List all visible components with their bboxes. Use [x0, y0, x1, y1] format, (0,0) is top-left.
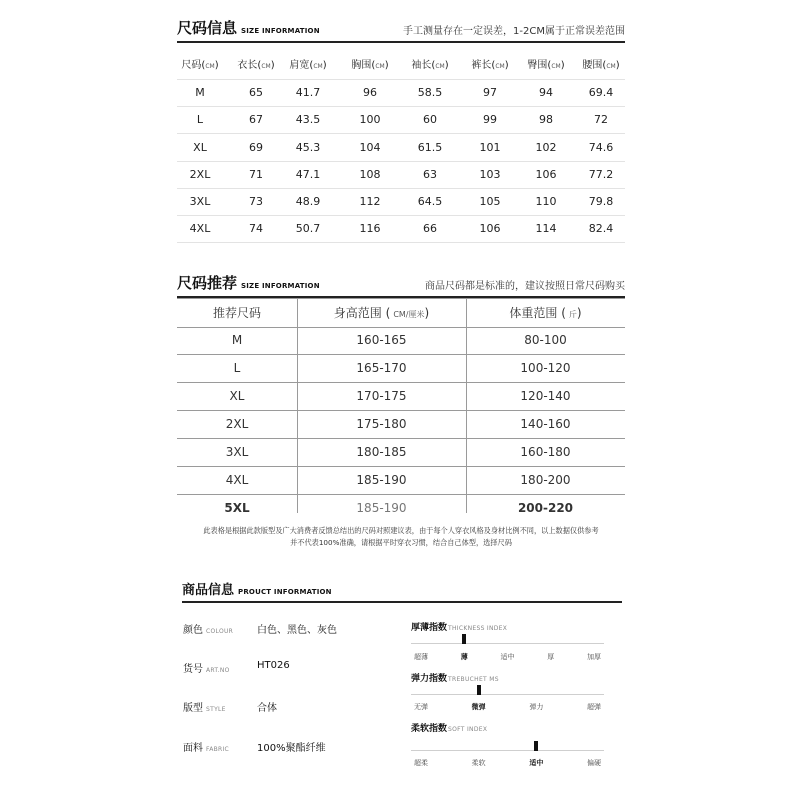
- column-header-unit: 斤: [568, 310, 577, 319]
- column-header-label: 衣长: [237, 60, 258, 71]
- table-cell: 120-140: [520, 389, 571, 403]
- table-cell: M: [195, 86, 205, 100]
- table-cell: 116: [359, 222, 381, 236]
- column-header-label: 身高范围: [333, 306, 382, 320]
- field-label-en: STYLE: [206, 706, 226, 713]
- table-cell: L: [233, 361, 241, 375]
- table-cell: 170-175: [356, 389, 407, 403]
- column-header-label: 裤长: [471, 60, 492, 71]
- index-scale-label: 超柔: [414, 759, 428, 767]
- table-cell: 82.4: [588, 222, 614, 236]
- column-header-unit: CM: [606, 63, 616, 70]
- table-cell: 103: [479, 167, 501, 181]
- column-header-label: 推荐尺码: [212, 306, 261, 320]
- column-header: 袖长(CM): [411, 60, 449, 71]
- table-cell: 110: [535, 195, 557, 208]
- table-cell: 180-200: [520, 473, 571, 487]
- index-marker-icon: [477, 685, 481, 695]
- product-field-label: [183, 660, 230, 675]
- table-cell: 100-120: [520, 361, 571, 375]
- index-scale-label: 偏硬: [587, 759, 601, 767]
- size-info-note: 手工测量存在一定误差，1-2CM属于正常误差范围: [403, 26, 625, 37]
- column-header: 裤长(CM): [471, 60, 509, 71]
- size-recommend-header-row: [177, 298, 625, 328]
- column-header-unit: CM: [495, 63, 505, 70]
- size-recommend-header: [177, 270, 625, 298]
- disclaimer-line-2: 并不代表100%准确，请根据平时穿衣习惯，结合自己体型，选择尺码: [290, 538, 512, 547]
- table-cell: 47.1: [295, 167, 321, 181]
- column-header-unit: CM: [435, 63, 445, 70]
- index-title-en: TREBUCHET MS: [448, 676, 499, 683]
- table-cell: 63: [423, 167, 437, 181]
- table-cell: 5XL: [224, 501, 250, 515]
- table-divider: [466, 298, 467, 513]
- index-scale-line: [411, 694, 604, 695]
- product-info-subtitle: PROUCT INFORMATION: [238, 588, 332, 596]
- table-cell: 112: [359, 195, 381, 208]
- table-cell: 101: [479, 140, 501, 154]
- table-cell: M: [231, 333, 243, 347]
- field-label-cn: 货号: [183, 664, 203, 675]
- table-cell: 48.9: [295, 195, 321, 208]
- table-cell: 65: [249, 86, 263, 100]
- index-scale-label: 微弹: [471, 703, 486, 711]
- table-cell: 71: [249, 167, 263, 181]
- index-scale-label: 弹力: [529, 703, 544, 711]
- field-label-cn: 面料: [183, 743, 203, 754]
- product-info-title-cn: 商品信息: [182, 583, 235, 598]
- index-title: [411, 620, 507, 633]
- table-cell: 2XL: [225, 417, 249, 431]
- table-cell: 160-180: [520, 445, 571, 459]
- table-cell: 140-160: [520, 417, 571, 431]
- table-row: [177, 466, 625, 495]
- field-label-en: ART.NO: [206, 667, 230, 674]
- column-header-label: 袖长: [411, 60, 432, 71]
- table-cell: 98: [539, 113, 553, 127]
- table-cell: 96: [363, 86, 377, 100]
- column-header: 身高范围 ( CM/厘米): [333, 306, 430, 320]
- product-info-title: [182, 579, 332, 598]
- table-cell: 77.2: [588, 167, 614, 181]
- size-info-header-row: [177, 52, 625, 80]
- table-cell: 102: [535, 140, 557, 154]
- index-title-cn: 弹力指数: [411, 674, 448, 684]
- field-label-cn: 版型: [183, 703, 203, 714]
- table-cell: 3XL: [189, 195, 211, 208]
- size-info-header: [177, 15, 625, 43]
- table-cell: 175-180: [356, 417, 407, 431]
- column-header-label: 肩宽: [289, 60, 310, 71]
- column-header-label: 尺码: [181, 60, 202, 71]
- table-cell: 67: [249, 113, 263, 127]
- field-label-en: FABRIC: [206, 746, 230, 753]
- table-row: [177, 106, 625, 134]
- table-row: [177, 494, 625, 522]
- table-cell: 69: [249, 140, 263, 154]
- index-scale-label: 薄: [460, 653, 468, 661]
- column-header-unit: CM: [205, 63, 215, 70]
- product-field-value: 合体: [257, 703, 277, 714]
- table-cell: 61.5: [417, 140, 443, 154]
- table-cell: 80-100: [524, 333, 567, 347]
- table-cell: 50.7: [295, 222, 321, 236]
- column-header: 体重范围 ( 斤): [509, 306, 582, 320]
- column-header-label: 臀围: [527, 60, 548, 71]
- column-header-unit: CM: [261, 63, 271, 70]
- table-row: [177, 354, 625, 383]
- product-field-value: 100%聚酯纤维: [257, 743, 326, 754]
- table-cell: 58.5: [417, 86, 443, 100]
- table-cell: 185-190: [356, 473, 407, 487]
- table-cell: 108: [359, 167, 381, 181]
- column-header-label: 体重范围: [509, 306, 558, 320]
- table-cell: 72: [594, 113, 608, 127]
- table-cell: 74.6: [588, 140, 614, 154]
- column-header: [177, 299, 297, 327]
- index-title-en: SOFT INDEX: [448, 726, 488, 733]
- table-cell: 4XL: [225, 473, 249, 487]
- size-recommend-title: [177, 272, 320, 293]
- table-cell: 160-165: [356, 333, 407, 347]
- column-header: 尺码(CM): [181, 60, 219, 71]
- index-scale-label: 无弹: [414, 703, 428, 711]
- table-cell: 114: [535, 222, 557, 236]
- table-cell: 69.4: [588, 86, 614, 100]
- table-row: [177, 188, 625, 216]
- table-cell: 43.5: [295, 113, 321, 127]
- field-label-cn: 颜色: [183, 625, 203, 636]
- index-scale-line: [411, 643, 604, 644]
- table-cell: L: [196, 113, 204, 127]
- table-cell: 106: [479, 222, 501, 236]
- product-field-value: 白色、黑色、灰色: [257, 625, 337, 636]
- table-cell: 180-185: [356, 445, 407, 459]
- table-row: [177, 134, 625, 162]
- index-scale-label: 柔软: [471, 759, 486, 767]
- table-cell: 100: [359, 113, 381, 127]
- table-cell: 4XL: [189, 222, 211, 236]
- table-row: [177, 215, 625, 243]
- table-cell: 64.5: [417, 195, 443, 208]
- table-cell: 97: [483, 86, 497, 100]
- index-scale-label: 超薄: [414, 653, 428, 661]
- table-cell: 185-190: [356, 501, 407, 515]
- column-header-label: 腰围: [582, 60, 603, 71]
- product-field-label: [183, 739, 229, 754]
- size-info-title-cn: 尺码信息: [177, 19, 238, 37]
- product-field-label: [183, 621, 233, 636]
- table-row: [177, 438, 625, 467]
- product-field-value: HT026: [257, 660, 290, 671]
- table-row: [177, 382, 625, 411]
- disclaimer-line-1: 此表格是根据此款版型及广大消费者反馈总结出的尺码对照建议表，由于每个人穿衣风格及身材比例不同，以上数据仅供参考: [203, 526, 599, 535]
- index-title: [411, 721, 487, 734]
- table-cell: 73: [249, 195, 263, 208]
- column-header-unit: CM/厘米: [393, 310, 425, 319]
- table-cell: 105: [479, 195, 501, 208]
- table-row: [177, 326, 625, 355]
- column-header: 腰围(CM): [582, 60, 620, 71]
- column-header: 衣长(CM): [237, 60, 275, 71]
- table-cell: 104: [359, 140, 381, 154]
- table-cell: 200-220: [517, 501, 574, 515]
- field-label-en: COLOUR: [206, 628, 234, 635]
- column-header: 胸围(CM): [351, 60, 389, 71]
- table-divider: [297, 298, 298, 513]
- index-title: [411, 671, 499, 684]
- index-title-cn: 柔软指数: [411, 724, 448, 734]
- size-info-subtitle: SIZE INFORMATION: [241, 27, 320, 35]
- table-row: [177, 410, 625, 439]
- column-header: 肩宽(CM): [289, 60, 327, 71]
- index-scale-label: 适中: [500, 653, 515, 661]
- index-marker-icon: [534, 741, 538, 751]
- table-cell: 60: [423, 113, 437, 127]
- column-header: 臀围(CM): [527, 60, 565, 71]
- table-cell: XL: [229, 389, 245, 403]
- size-recommend-subtitle: SIZE INFORMATION: [241, 282, 320, 290]
- index-scale-label: 厚: [547, 653, 555, 661]
- table-cell: 41.7: [295, 86, 321, 100]
- index-marker-icon: [462, 634, 466, 644]
- index-title-en: THICKNESS INDEX: [448, 625, 508, 632]
- index-scale-label: 加厚: [587, 653, 601, 661]
- table-cell: 74: [249, 222, 263, 236]
- product-field-label: [183, 699, 226, 714]
- column-header-label: 胸围: [351, 60, 372, 71]
- table-cell: 106: [535, 167, 557, 181]
- column-header-unit: CM: [313, 63, 323, 70]
- index-scale-line: [411, 750, 604, 751]
- table-cell: 79.8: [588, 195, 614, 208]
- column-header-unit: CM: [551, 63, 561, 70]
- size-recommend-note: 商品尺码都是标准的，建议按照日常尺码购买: [425, 281, 625, 292]
- table-cell: XL: [193, 140, 207, 154]
- table-cell: 3XL: [225, 445, 249, 459]
- index-scale-label: 适中: [529, 759, 544, 767]
- index-title-cn: 厚薄指数: [411, 623, 448, 633]
- table-cell: 2XL: [189, 167, 211, 181]
- table-cell: 99: [483, 113, 497, 127]
- product-info-header: [182, 575, 622, 603]
- size-recommend-title-cn: 尺码推荐: [177, 274, 238, 292]
- table-row: [177, 79, 625, 107]
- table-cell: 165-170: [356, 361, 407, 375]
- table-cell: 66: [423, 222, 437, 236]
- size-info-title: [177, 17, 320, 38]
- column-header-unit: CM: [375, 63, 385, 70]
- index-scale-label: 超弹: [587, 703, 601, 711]
- table-cell: 94: [539, 86, 553, 100]
- table-cell: 45.3: [295, 140, 321, 154]
- table-row: [177, 161, 625, 189]
